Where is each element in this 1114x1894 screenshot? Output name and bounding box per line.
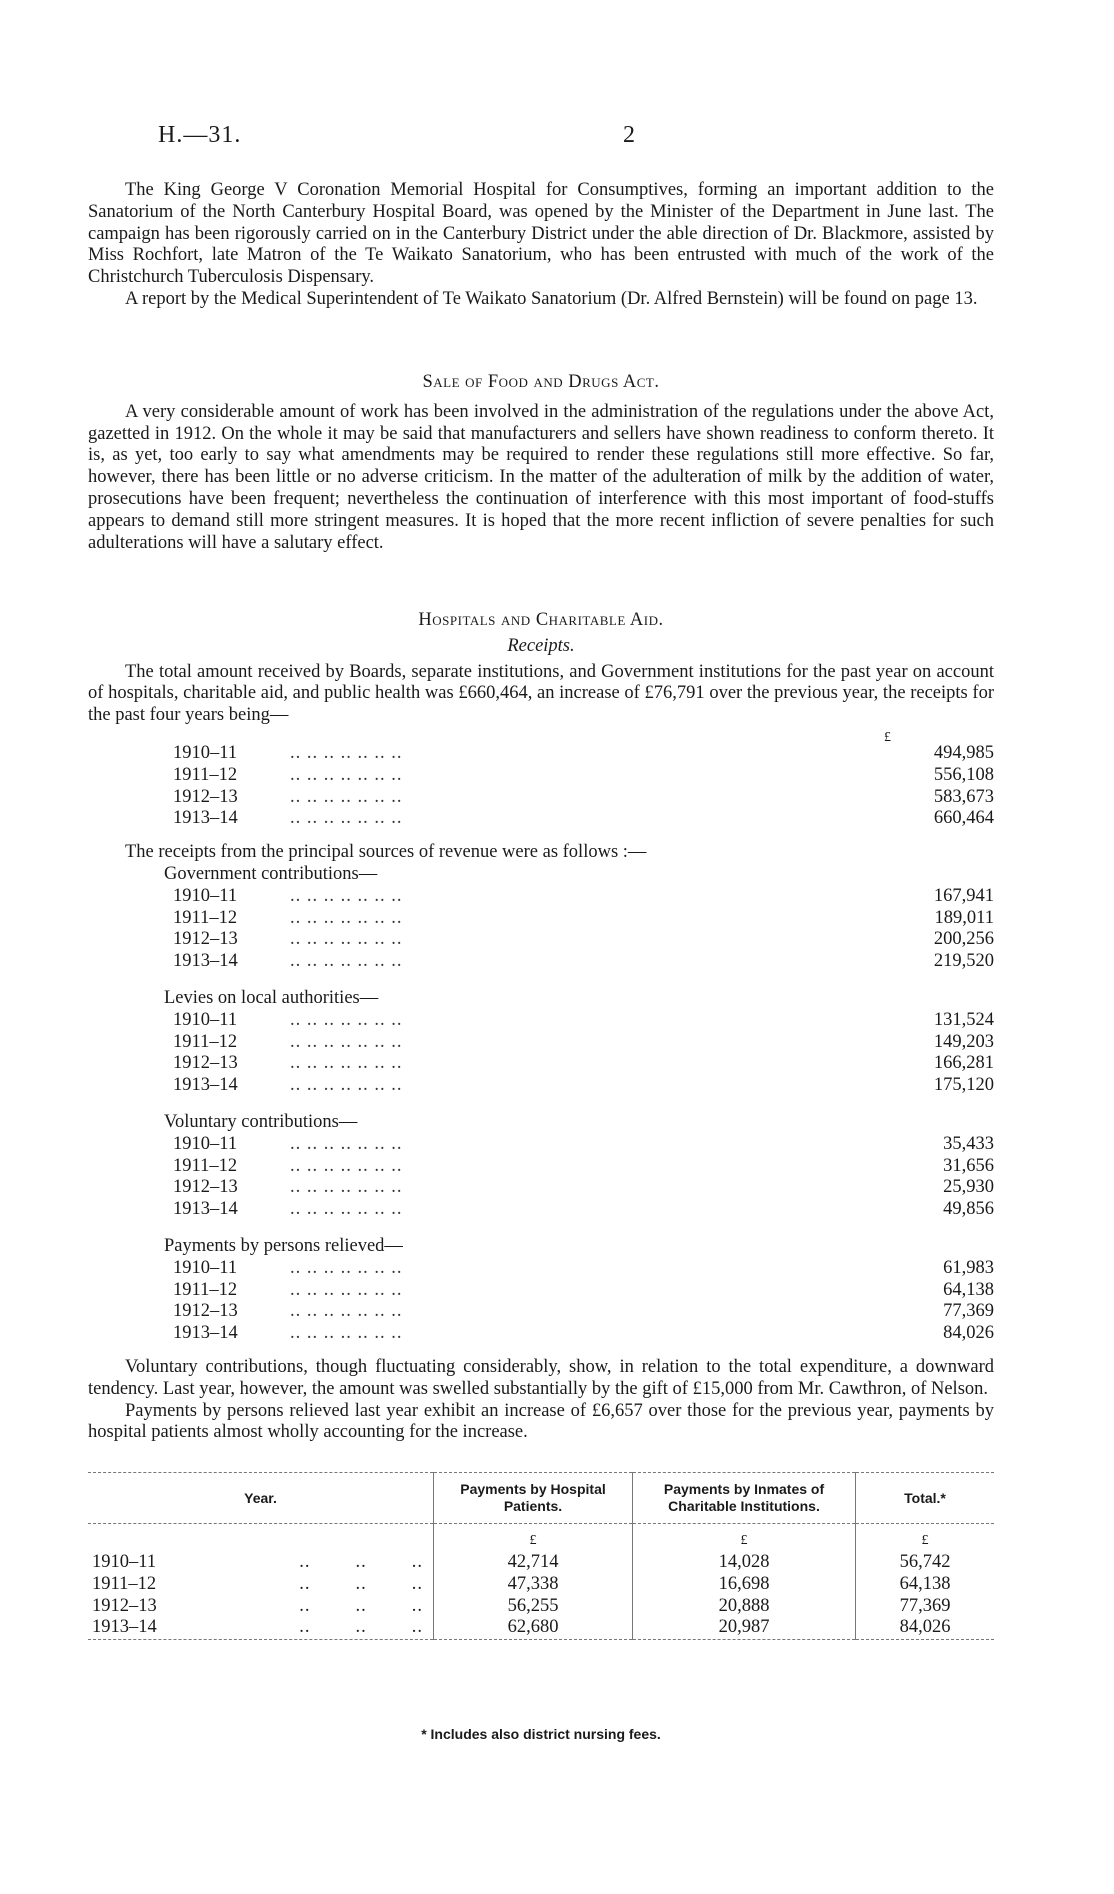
year-label: 1912–13 xyxy=(173,929,238,950)
leader-dots: .. .. .. .. .. .. .. xyxy=(290,1301,403,1322)
list-item xyxy=(88,1323,994,1345)
leader-dots: .. .. .. .. .. .. .. xyxy=(290,951,403,972)
list-item xyxy=(88,1199,994,1221)
leader-dots: .. .. .. .. .. .. .. xyxy=(290,808,403,829)
currency-hospital: £ xyxy=(434,1524,633,1553)
amount-value: 131,524 xyxy=(933,1009,994,1030)
section-heading-food-drugs: Sale of Food and Drugs Act. xyxy=(422,372,660,392)
paragraph-receipts: The total amount received by Boards, separate institutions, and Government institutions for the past year on account of hospitals, charitable aid, and public health was £660,464, an increase of £76,791 over the previous year, the receipts for the past four years being— xyxy=(88,661,994,726)
table-footnote: * Includes also district nursing fees. xyxy=(421,1726,661,1742)
list-item xyxy=(88,1075,994,1097)
list-item xyxy=(88,951,994,973)
payments-table-section xyxy=(88,1472,994,1640)
year-label: 1911–12 xyxy=(173,1031,238,1052)
hospital-cell: 42,714 xyxy=(434,1552,633,1574)
year-label: 1911–12 xyxy=(173,907,238,928)
leader-dots: .. .. .. xyxy=(299,1595,423,1616)
year-label: 1910–11 xyxy=(92,1552,157,1572)
document-reference: H.—31. xyxy=(158,122,242,148)
inmates-cell: 20,888 xyxy=(633,1596,856,1618)
list-item xyxy=(88,886,994,908)
amount-value: 200,256 xyxy=(933,929,994,950)
list-item xyxy=(88,1010,994,1032)
amount-value: 61,983 xyxy=(943,1257,994,1278)
sources-intro: The receipts from the principal sources of revenue were as follows :— xyxy=(125,842,647,863)
year-label: 1911–12 xyxy=(173,1279,238,1300)
currency-inmates: £ xyxy=(633,1524,856,1553)
amount-value: 25,930 xyxy=(943,1177,994,1198)
year-label: 1913–14 xyxy=(92,1617,157,1638)
leader-dots: .. .. .. .. .. .. .. xyxy=(290,929,403,950)
amount-value: 556,108 xyxy=(933,764,994,785)
amount-value: 219,520 xyxy=(933,951,994,972)
list-item xyxy=(88,1053,994,1075)
list-item xyxy=(88,1177,994,1199)
leader-dots: .. .. .. xyxy=(299,1617,423,1638)
list-item xyxy=(88,1301,994,1323)
leader-dots: .. .. .. .. .. .. .. xyxy=(290,1053,403,1074)
leader-dots: .. .. .. .. .. .. .. xyxy=(290,1133,403,1154)
leader-dots: .. .. .. .. .. .. .. xyxy=(290,1031,403,1052)
source-label: Voluntary contributions— xyxy=(164,1111,358,1132)
year-cell xyxy=(88,1596,434,1618)
leader-dots: .. .. .. .. .. .. .. xyxy=(290,1009,403,1030)
column-header-year: Year. xyxy=(244,1489,277,1506)
amount-value: 175,120 xyxy=(933,1075,994,1096)
amount-value: 166,281 xyxy=(933,1053,994,1074)
total-cell: 84,026 xyxy=(856,1617,995,1639)
leader-dots: .. .. .. .. .. .. .. xyxy=(290,1323,403,1344)
leader-dots: .. .. .. xyxy=(299,1552,423,1572)
leader-dots: .. .. .. .. .. .. .. xyxy=(290,907,403,928)
source-group xyxy=(88,1112,994,1221)
list-item xyxy=(88,1134,994,1156)
paragraph-food-drugs: A very considerable amount of work has been involved in the administration of the regulations under the above Act, gazetted in 1912. On the whole it may be said that manufacturers and sellers have shown readiness to conform thereto. It is, as yet, too early to say what amendments may be required to render these regulations still more effective. So far, however, there has been little or no adverse criticism. In the matter of the adulteration of milk by the addition of water, prosecutions have been frequent; nevertheless the continuation of interference with this most important of food-stuffs appears to demand still more stringent measures. It is hoped that the more recent infliction of severe penalties for such adulterations will have a salutary effect. xyxy=(88,401,994,553)
hospital-cell: 56,255 xyxy=(434,1596,633,1618)
amount-value: 64,138 xyxy=(943,1279,994,1300)
year-label: 1910–11 xyxy=(173,885,238,906)
leader-dots: .. .. .. .. .. .. .. xyxy=(290,764,403,785)
table-row xyxy=(88,1596,994,1618)
amount-value: 31,656 xyxy=(943,1155,994,1176)
leader-dots: .. .. .. xyxy=(299,1573,423,1594)
food-drugs-section xyxy=(88,372,994,554)
amount-value: 49,856 xyxy=(943,1199,994,1220)
leader-dots: .. .. .. .. .. .. .. xyxy=(290,742,403,763)
year-label: 1912–13 xyxy=(173,1053,238,1074)
amount-value: 84,026 xyxy=(943,1323,994,1344)
source-label: Government contributions— xyxy=(164,863,378,884)
total-cell: 77,369 xyxy=(856,1596,995,1618)
year-label: 1910–11 xyxy=(173,1009,238,1030)
list-item xyxy=(88,1032,994,1054)
table-row xyxy=(88,1552,994,1574)
year-label: 1913–14 xyxy=(173,1199,238,1220)
year-label: 1913–14 xyxy=(173,951,238,972)
leader-dots: .. .. .. .. .. .. .. xyxy=(290,885,403,906)
total-cell: 64,138 xyxy=(856,1574,995,1596)
amount-value: 583,673 xyxy=(933,786,994,807)
year-label: 1912–13 xyxy=(173,1301,238,1322)
hospitals-section xyxy=(88,610,994,1444)
source-group xyxy=(88,1236,994,1345)
list-item xyxy=(88,743,994,765)
paragraph-payments: Payments by persons relieved last year exhibit an increase of £6,657 over those for the previous year, payments by hospital patients almost wholly accounting for the increase. xyxy=(88,1400,994,1443)
list-item xyxy=(88,1156,994,1178)
year-label: 1910–11 xyxy=(173,1257,238,1278)
paragraph-sanatorium: The King George V Coronation Memorial Hospital for Consumptives, forming an important addition to the Sanatorium of the North Canterbury Hospital Board, was opened by the Minister of the Department in June last. The campaign has been rigorously carried on in the Canterbury District under the able direction of Dr. Blackmore, assisted by Miss Rochfort, late Matron of the Te Waikato Sanatorium, who has been entrusted with much of the work of the Christchurch Tuberculosis Dispensary. xyxy=(88,180,994,288)
year-cell xyxy=(88,1617,434,1639)
list-item xyxy=(88,808,994,830)
year-label: 1911–12 xyxy=(173,764,238,785)
year-label: 1913–14 xyxy=(173,1323,238,1344)
year-label: 1912–13 xyxy=(173,1177,238,1198)
leader-dots: .. .. .. .. .. .. .. xyxy=(290,1257,403,1278)
list-item xyxy=(88,1258,994,1280)
year-label: 1911–12 xyxy=(92,1573,157,1594)
currency-header-row xyxy=(88,727,994,743)
year-label: 1912–13 xyxy=(92,1595,157,1616)
payments-table xyxy=(88,1472,994,1640)
currency-row xyxy=(88,1524,994,1553)
leader-dots: .. .. .. .. .. .. .. xyxy=(290,1177,403,1198)
inmates-cell: 16,698 xyxy=(633,1574,856,1596)
inmates-cell: 20,987 xyxy=(633,1617,856,1639)
inmates-cell: 14,028 xyxy=(633,1552,856,1574)
intro-section xyxy=(88,180,994,311)
table-header-row xyxy=(88,1473,994,1524)
sources-list xyxy=(88,864,994,1345)
amount-value: 494,985 xyxy=(933,742,994,763)
year-label: 1913–14 xyxy=(173,808,238,829)
leader-dots: .. .. .. .. .. .. .. xyxy=(290,1155,403,1176)
source-label: Levies on local authorities— xyxy=(164,987,379,1008)
amount-value: 189,011 xyxy=(934,907,994,928)
leader-dots: .. .. .. .. .. .. .. xyxy=(290,1075,403,1096)
column-header-total: Total.* xyxy=(856,1473,995,1524)
hospital-cell: 47,338 xyxy=(434,1574,633,1596)
list-item xyxy=(88,765,994,787)
year-cell xyxy=(88,1574,434,1596)
list-item xyxy=(88,1280,994,1302)
column-header-hospital: Payments by Hospital Patients. xyxy=(434,1473,633,1524)
paragraph-report: A report by the Medical Superintendent of Te Waikato Sanatorium (Dr. Alfred Bernstein) will be found on page 13. xyxy=(125,288,978,309)
subheading-receipts: Receipts. xyxy=(507,635,575,656)
column-header-inmates: Payments by Inmates of Charitable Institutions. xyxy=(633,1473,856,1524)
leader-dots: .. .. .. .. .. .. .. xyxy=(290,1279,403,1300)
table-row xyxy=(88,1574,994,1596)
list-item xyxy=(88,929,994,951)
totals-list xyxy=(88,743,994,830)
year-label: 1910–11 xyxy=(173,1133,238,1154)
amount-value: 149,203 xyxy=(933,1031,994,1052)
currency-total: £ xyxy=(856,1524,995,1553)
year-label: 1910–11 xyxy=(173,742,238,763)
currency-symbol: £ xyxy=(884,729,891,745)
source-group xyxy=(88,864,994,973)
table-row xyxy=(88,1617,994,1639)
amount-value: 167,941 xyxy=(933,885,994,906)
leader-dots: .. .. .. .. .. .. .. xyxy=(290,1199,403,1220)
hospital-cell: 62,680 xyxy=(434,1617,633,1639)
amount-value: 35,433 xyxy=(943,1133,994,1154)
leader-dots: .. .. .. .. .. .. .. xyxy=(290,786,403,807)
year-label: 1913–14 xyxy=(173,1075,238,1096)
year-label: 1911–12 xyxy=(173,1155,238,1176)
page-number: 2 xyxy=(623,122,635,148)
list-item xyxy=(88,787,994,809)
year-cell xyxy=(88,1552,434,1574)
total-cell: 56,742 xyxy=(856,1552,995,1574)
source-group xyxy=(88,988,994,1097)
amount-value: 77,369 xyxy=(943,1301,994,1322)
list-item xyxy=(88,908,994,930)
section-heading-hospitals: Hospitals and Charitable Aid. xyxy=(418,610,664,630)
amount-value: 660,464 xyxy=(933,808,994,829)
source-label: Payments by persons relieved— xyxy=(164,1235,403,1256)
paragraph-voluntary: Voluntary contributions, though fluctuating considerably, show, in relation to the total expenditure, a downward tendency. Last year, however, the amount was swelled substantially by the gift of £15,000 from Mr. Cawthron, of Nelson. xyxy=(88,1356,994,1399)
year-label: 1912–13 xyxy=(173,786,238,807)
